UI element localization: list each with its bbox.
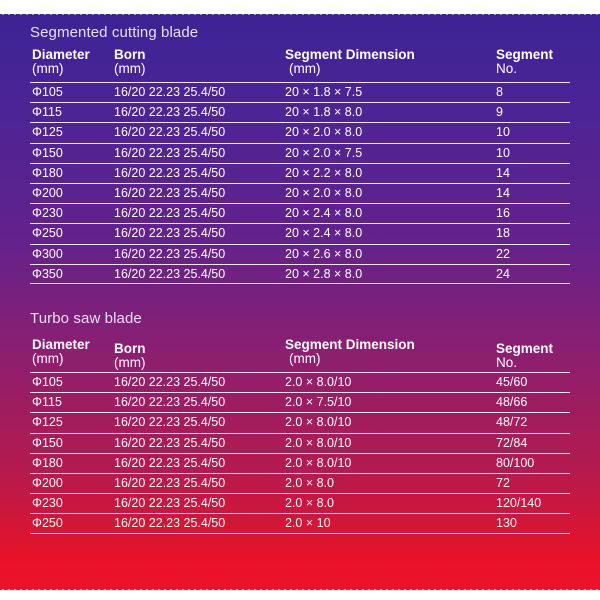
segment-count-cell: 72/84	[496, 435, 528, 450]
diameter-cell: Φ125	[32, 125, 63, 140]
born-cell: 16/20 22.23 25.4/50	[114, 266, 226, 281]
diameter-cell: Φ250	[32, 516, 63, 531]
header-diameter-label: Diameter	[32, 47, 90, 62]
segment-dimension-cell: 2.0 × 8.0	[285, 475, 334, 490]
segment-dimension-cell: 20 × 2.8 × 8.0	[285, 266, 363, 281]
header-segment-dimension-unit: (mm)	[289, 351, 321, 366]
header-born	[114, 48, 146, 76]
segment-dimension-cell: 20 × 2.6 × 8.0	[285, 246, 363, 261]
segment-dimension-cell: 2.0 × 8.0/10	[285, 375, 352, 389]
segment-dimension-cell: 2.0 × 8.0	[285, 496, 334, 511]
born-cell: 16/20 22.23 25.4/50	[114, 415, 226, 430]
header-segment-dimension	[285, 48, 415, 76]
table-row	[30, 244, 570, 264]
born-cell: 16/20 22.23 25.4/50	[114, 435, 226, 450]
diameter-cell: Φ105	[32, 85, 63, 99]
born-cell: 16/20 22.23 25.4/50	[114, 85, 226, 99]
header-segment-no	[496, 48, 553, 76]
segmented-spec-table	[30, 48, 570, 284]
born-cell: 16/20 22.23 25.4/50	[114, 516, 226, 531]
turbo-spec-table	[30, 338, 570, 534]
bottom-border-decoration	[0, 590, 600, 600]
header-segment-unit: No.	[496, 355, 518, 370]
table-row	[30, 163, 570, 183]
table-row	[30, 453, 570, 473]
segment-count-cell: 10	[496, 145, 510, 160]
header-segment-label: Segment	[496, 341, 554, 356]
header-segment-dimension-label: Segment Dimension	[285, 337, 415, 352]
table-row	[30, 493, 570, 513]
table-row	[30, 433, 570, 453]
table-row	[30, 143, 570, 163]
segment-count-cell: 72	[496, 475, 510, 490]
top-border-decoration	[0, 0, 600, 14]
born-cell: 16/20 22.23 25.4/50	[114, 475, 226, 490]
segment-dimension-cell: 2.0 × 7.5/10	[285, 395, 352, 410]
diameter-cell: Φ150	[32, 435, 63, 450]
header-born-label: Born	[114, 341, 146, 356]
segment-dimension-cell: 20 × 2.0 × 7.5	[285, 145, 363, 160]
segment-dimension-cell: 20 × 2.0 × 8.0	[285, 185, 363, 200]
diameter-cell: Φ200	[32, 475, 63, 490]
header-born-unit: (mm)	[114, 61, 146, 76]
born-cell: 16/20 22.23 25.4/50	[114, 496, 226, 511]
segment-count-cell: 80/100	[496, 455, 535, 470]
diameter-cell: Φ230	[32, 206, 63, 221]
segment-count-cell: 14	[496, 165, 510, 180]
table-row	[30, 223, 570, 243]
born-cell: 16/20 22.23 25.4/50	[114, 185, 226, 200]
segment-count-cell: 18	[496, 226, 510, 241]
header-diameter-unit: (mm)	[32, 61, 64, 76]
born-cell: 16/20 22.23 25.4/50	[114, 105, 226, 120]
table-row	[30, 102, 570, 122]
table-row	[30, 264, 570, 284]
table-row	[30, 473, 570, 493]
segment-count-cell: 130	[496, 516, 517, 531]
table-row	[30, 203, 570, 223]
segment-dimension-cell: 2.0 × 10	[285, 516, 331, 531]
segment-count-cell: 48/66	[496, 395, 528, 410]
born-cell: 16/20 22.23 25.4/50	[114, 226, 226, 241]
header-diameter	[32, 338, 90, 366]
born-cell: 16/20 22.23 25.4/50	[114, 246, 226, 261]
diameter-cell: Φ105	[32, 375, 63, 389]
table-row	[30, 82, 570, 102]
table-row	[30, 412, 570, 432]
segment-count-cell: 120/140	[496, 496, 542, 511]
table-row	[30, 392, 570, 412]
header-segment-dimension-label: Segment Dimension	[285, 47, 415, 62]
born-cell: 16/20 22.23 25.4/50	[114, 455, 226, 470]
header-segment-no	[496, 342, 553, 370]
segment-dimension-cell: 20 × 2.4 × 8.0	[285, 226, 363, 241]
turbo-table-body	[30, 372, 570, 534]
header-born	[114, 342, 146, 370]
table-row	[30, 183, 570, 203]
born-cell: 16/20 22.23 25.4/50	[114, 375, 226, 389]
segment-count-cell: 9	[496, 105, 503, 120]
header-segment-dimension	[285, 338, 415, 366]
segment-count-cell: 8	[496, 85, 503, 99]
table-row	[30, 513, 570, 533]
table-row	[30, 122, 570, 142]
diameter-cell: Φ125	[32, 415, 63, 430]
header-diameter-label: Diameter	[32, 337, 90, 352]
born-cell: 16/20 22.23 25.4/50	[114, 145, 226, 160]
segment-count-cell: 16	[496, 206, 510, 221]
diameter-cell: Φ180	[32, 165, 63, 180]
born-cell: 16/20 22.23 25.4/50	[114, 206, 226, 221]
diameter-cell: Φ230	[32, 496, 63, 511]
segment-dimension-cell: 2.0 × 8.0/10	[285, 415, 352, 430]
segment-count-cell: 14	[496, 185, 510, 200]
segment-dimension-cell: 20 × 2.4 × 8.0	[285, 206, 363, 221]
diameter-cell: Φ150	[32, 145, 63, 160]
segment-dimension-cell: 20 × 2.2 × 8.0	[285, 165, 363, 180]
diameter-cell: Φ200	[32, 185, 63, 200]
segment-count-cell: 22	[496, 246, 510, 261]
header-diameter-unit: (mm)	[32, 351, 64, 366]
segmented-table-body	[30, 82, 570, 284]
born-cell: 16/20 22.23 25.4/50	[114, 395, 226, 410]
segment-count-cell: 10	[496, 125, 510, 140]
header-diameter	[32, 48, 90, 76]
diameter-cell: Φ300	[32, 246, 63, 261]
born-cell: 16/20 22.23 25.4/50	[114, 125, 226, 140]
segment-dimension-cell: 2.0 × 8.0/10	[285, 435, 352, 450]
diameter-cell: Φ250	[32, 226, 63, 241]
diameter-cell: Φ180	[32, 455, 63, 470]
segment-dimension-cell: 20 × 2.0 × 8.0	[285, 125, 363, 140]
header-born-label: Born	[114, 47, 146, 62]
turbo-table-header	[30, 338, 570, 372]
born-cell: 16/20 22.23 25.4/50	[114, 165, 226, 180]
segment-dimension-cell: 2.0 × 8.0/10	[285, 455, 352, 470]
header-segment-unit: No.	[496, 61, 518, 76]
diameter-cell: Φ115	[32, 105, 62, 120]
turbo-section-title: Turbo saw blade	[30, 310, 142, 327]
table-row	[30, 372, 570, 392]
diameter-cell: Φ115	[32, 395, 62, 410]
segmented-table-header	[30, 48, 570, 82]
segment-dimension-cell: 20 × 1.8 × 8.0	[285, 105, 363, 120]
diameter-cell: Φ350	[32, 266, 63, 281]
segment-count-cell: 24	[496, 266, 510, 281]
header-segment-label: Segment	[496, 47, 554, 62]
segment-count-cell: 45/60	[496, 375, 528, 389]
header-segment-dimension-unit: (mm)	[289, 61, 321, 76]
header-born-unit: (mm)	[114, 355, 146, 370]
segment-dimension-cell: 20 × 1.8 × 7.5	[285, 85, 363, 99]
segmented-section-title: Segmented cutting blade	[30, 24, 199, 41]
segment-count-cell: 48/72	[496, 415, 528, 430]
